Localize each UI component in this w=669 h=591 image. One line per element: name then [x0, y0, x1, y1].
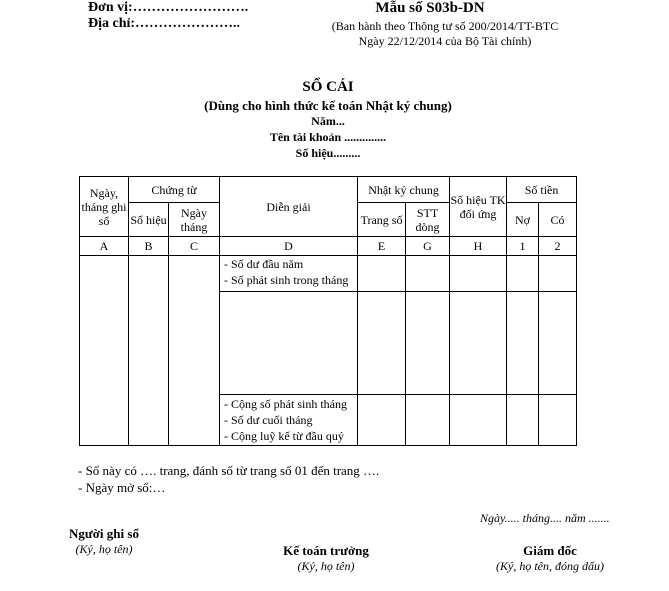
form-issued-line1: (Ban hành theo Thông tư số 200/2014/TT-BTC: [331, 19, 559, 33]
code-row: [80, 237, 577, 256]
header-voucher-number: Số hiệu: [129, 203, 169, 237]
table-row: [80, 256, 577, 292]
header-debit: Nợ: [507, 203, 539, 237]
header-credit: Có: [539, 203, 577, 237]
form-issued-line2: Ngày 22/12/2014 của Bộ Tài chính): [358, 34, 532, 48]
page-subtitle: (Dùng cho hình thức kế toán Nhật ký chung): [204, 98, 452, 113]
desc-monthly-arising: - Số phát sinh trong tháng: [224, 273, 349, 287]
desc-monthly-total: - Cộng số phát sinh tháng: [224, 397, 348, 411]
header-general-journal: Nhật ký chung: [358, 177, 450, 203]
ledger-table: [79, 176, 577, 446]
year-field: Năm...: [311, 114, 345, 128]
director-note: (Ký, họ tên, đóng dấu): [496, 559, 604, 573]
code-cell: 1: [507, 237, 539, 256]
page-title: SỔ CÁI: [302, 79, 354, 95]
account-number-field: Số hiệu.........: [295, 146, 361, 160]
code-cell: B: [129, 237, 169, 256]
account-name-field: Tên tài khoản ..............: [269, 130, 387, 144]
header-voucher: Chứng từ: [129, 177, 220, 203]
address-field: Địa chỉ:…………………..: [88, 16, 241, 31]
header-amount: Số tiền: [507, 177, 577, 203]
desc-opening-balance: - Số dư đầu năm: [224, 257, 304, 271]
recorder-note: (Ký, họ tên): [75, 542, 133, 556]
header-contra-account: Số hiệu TK đối ứng: [450, 177, 507, 237]
unit-field: Đơn vị:…………………….: [88, 0, 249, 15]
description-closing: [220, 395, 358, 446]
code-cell: E: [358, 237, 406, 256]
header-date: Ngày, tháng ghi sổ: [80, 177, 129, 237]
director-title: Giám đốc: [523, 543, 577, 558]
form-code: Mẫu số S03b-DN: [375, 0, 485, 16]
description-opening: [220, 256, 358, 292]
code-cell: G: [406, 237, 450, 256]
chief-accountant-note: (Ký, họ tên): [297, 559, 355, 573]
note-open-date: - Ngày mở sổ:…: [78, 480, 166, 495]
desc-closing-balance: - Số dư cuối tháng: [224, 413, 313, 427]
chief-accountant-title: Kế toán trưởng: [283, 543, 369, 558]
note-page-count: - Sổ này có …. trang, đánh số từ trang số 01 đến trang ….: [78, 463, 380, 478]
code-cell: 2: [539, 237, 577, 256]
code-cell: H: [450, 237, 507, 256]
code-cell: A: [80, 237, 129, 256]
sign-date: Ngày..... tháng.... năm .......: [480, 511, 610, 525]
recorder-title: Người ghi sổ: [69, 526, 139, 541]
code-cell: D: [220, 237, 358, 256]
header-page: Trang số: [358, 203, 406, 237]
header-voucher-date: Ngày tháng: [169, 203, 220, 237]
header-line: STT dòng: [406, 203, 450, 237]
header-description: Diễn giải: [220, 177, 358, 237]
code-cell: C: [169, 237, 220, 256]
desc-quarter-cumulative: - Cộng luỹ kế từ đầu quý: [224, 429, 344, 443]
